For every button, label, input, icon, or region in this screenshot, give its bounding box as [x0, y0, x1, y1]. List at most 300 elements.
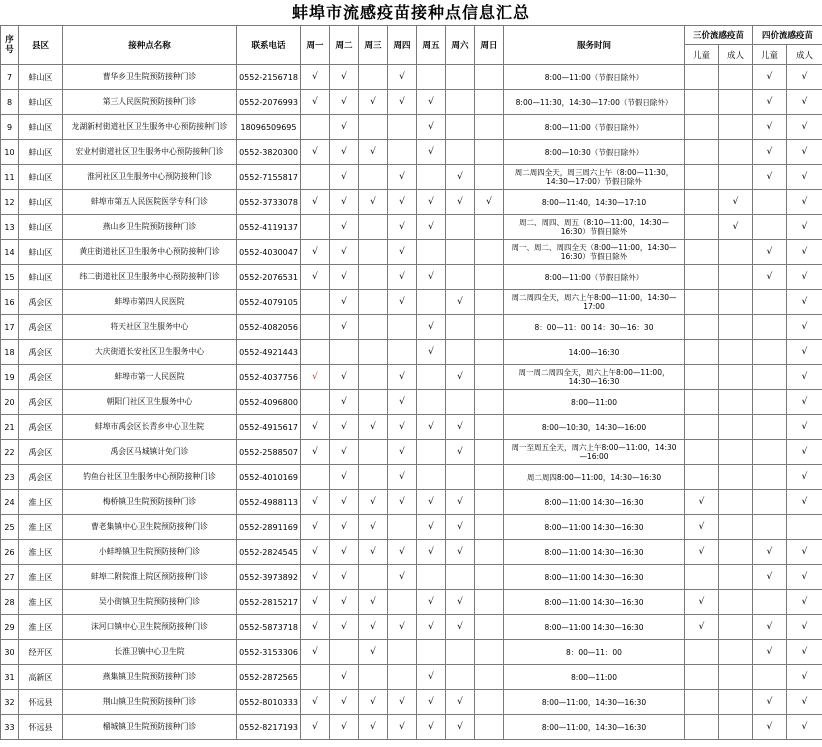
cell-sat [446, 390, 475, 415]
table-row [1, 540, 822, 565]
cell-tri-adult [719, 340, 753, 365]
cell-tri-adult [719, 565, 753, 590]
cell-county: 禹会区 [19, 465, 63, 490]
cell-site: 钓鱼台社区卫生服务中心预防接种门诊 [63, 465, 237, 490]
cell-phone: 0552-2815217 [237, 590, 301, 615]
check-mark-mon: √ [301, 140, 330, 165]
cell-hours: 周二、周四、周五（8:10—11:00，14:30—16:30）节假日除外 [504, 215, 685, 240]
table-row [1, 365, 822, 390]
cell-mon [301, 115, 330, 140]
check-mark-tue: √ [330, 490, 359, 515]
cell-county: 禹会区 [19, 415, 63, 440]
check-mark-tue: √ [330, 390, 359, 415]
table-row [1, 190, 822, 215]
header-tue: 周二 [330, 26, 359, 65]
header-wed: 周三 [359, 26, 388, 65]
check-mark-fri: √ [417, 140, 446, 165]
cell-seq: 33 [1, 715, 19, 740]
check-mark-tri-child: √ [685, 615, 719, 640]
cell-county: 禹会区 [19, 365, 63, 390]
page-title: 蚌埠市流感疫苗接种点信息汇总 [291, 3, 530, 22]
cell-tri-adult [719, 390, 753, 415]
cell-wed [359, 115, 388, 140]
check-mark-tri-child: √ [685, 515, 719, 540]
cell-sun [475, 265, 504, 290]
cell-fri [417, 465, 446, 490]
check-mark-tue: √ [330, 440, 359, 465]
cell-seq: 10 [1, 140, 19, 165]
cell-tri-adult [719, 715, 753, 740]
cell-hours: 8:00—11:00 14:30—16:30 [504, 590, 685, 615]
check-mark-quad-adult: √ [787, 115, 822, 140]
cell-sun [475, 340, 504, 365]
cell-fri [417, 390, 446, 415]
cell-phone: 18096509695 [237, 115, 301, 140]
cell-mon [301, 215, 330, 240]
cell-tri-child [685, 690, 719, 715]
cell-county: 蚌山区 [19, 165, 63, 190]
cell-phone: 0552-2588507 [237, 440, 301, 465]
check-mark-quad-adult: √ [787, 490, 822, 515]
cell-site: 龙湖新村街道社区卫生服务中心预防接种门诊 [63, 115, 237, 140]
cell-fri [417, 290, 446, 315]
cell-seq: 23 [1, 465, 19, 490]
cell-county: 禹会区 [19, 290, 63, 315]
header-sat: 周六 [446, 26, 475, 65]
cell-sun [475, 140, 504, 165]
cell-site: 榴城镇卫生院预防接种门诊 [63, 715, 237, 740]
cell-phone: 0552-4037756 [237, 365, 301, 390]
cell-tri-adult [719, 440, 753, 465]
check-mark-quad-adult: √ [787, 315, 822, 340]
check-mark-thu: √ [388, 440, 417, 465]
cell-sun [475, 490, 504, 515]
check-mark-quad-child: √ [753, 115, 787, 140]
check-mark-tue: √ [330, 115, 359, 140]
cell-sat [446, 665, 475, 690]
header-tri-adult: 成人 [719, 45, 753, 65]
cell-tri-child [685, 390, 719, 415]
cell-tri-adult [719, 365, 753, 390]
check-mark-mon: √ [301, 240, 330, 265]
cell-phone: 0552-4010169 [237, 465, 301, 490]
cell-hours: 8:00—11:00 14:30—16:30 [504, 490, 685, 515]
cell-seq: 18 [1, 340, 19, 365]
cell-phone: 0552-2824545 [237, 540, 301, 565]
cell-site: 蚌埠市禹会区长青乡中心卫生院 [63, 415, 237, 440]
cell-county: 蚌山区 [19, 190, 63, 215]
cell-tri-child [685, 415, 719, 440]
cell-site: 吴小街镇卫生院预防接种门诊 [63, 590, 237, 615]
check-mark-sat: √ [446, 615, 475, 640]
check-mark-quad-child: √ [753, 65, 787, 90]
check-mark-quad-child: √ [753, 565, 787, 590]
header-quadrivalent: 四价流感疫苗 [753, 26, 822, 45]
check-mark-mon: √ [301, 565, 330, 590]
table-row [1, 565, 822, 590]
table-row [1, 390, 822, 415]
vaccine-sites-table [0, 25, 822, 740]
check-mark-thu: √ [388, 265, 417, 290]
cell-tri-child [685, 65, 719, 90]
cell-seq: 13 [1, 215, 19, 240]
cell-phone: 0552-4096800 [237, 390, 301, 415]
cell-hours: 8:00—11:00（节假日除外） [504, 115, 685, 140]
header-site: 接种点名称 [63, 26, 237, 65]
check-mark-quad-adult: √ [787, 440, 822, 465]
cell-hours: 8:00—11:00，14:30—16:30 [504, 715, 685, 740]
table-row [1, 515, 822, 540]
table-row [1, 65, 822, 90]
cell-quad-child [753, 290, 787, 315]
cell-quad-child [753, 490, 787, 515]
cell-hours: 8:00—11:40，14:30—17:10 [504, 190, 685, 215]
check-mark-tue: √ [330, 215, 359, 240]
cell-hours: 周一周二周四全天，周六上午8:00—11:00，14:30—16:30 [504, 365, 685, 390]
check-mark-thu: √ [388, 715, 417, 740]
check-mark-thu: √ [388, 490, 417, 515]
check-mark-wed: √ [359, 140, 388, 165]
check-mark-mon: √ [301, 490, 330, 515]
cell-county: 高新区 [19, 665, 63, 690]
cell-county: 禹会区 [19, 340, 63, 365]
cell-tri-child [685, 315, 719, 340]
cell-mon [301, 340, 330, 365]
table-row [1, 240, 822, 265]
check-mark-tue: √ [330, 190, 359, 215]
check-mark-thu: √ [388, 565, 417, 590]
table-row [1, 90, 822, 115]
cell-site: 蚌埠市第一人民医院 [63, 365, 237, 390]
cell-sun [475, 90, 504, 115]
cell-thu [388, 665, 417, 690]
check-mark-mon: √ [301, 90, 330, 115]
cell-site: 燕集镇卫生院预防接种门诊 [63, 665, 237, 690]
cell-sat [446, 65, 475, 90]
cell-phone: 0552-4082056 [237, 315, 301, 340]
cell-wed [359, 165, 388, 190]
check-mark-fri: √ [417, 490, 446, 515]
check-mark-wed: √ [359, 490, 388, 515]
cell-site: 蚌埠市第五人民医院医学专科门诊 [63, 190, 237, 215]
check-mark-quad-adult: √ [787, 640, 822, 665]
table-row [1, 415, 822, 440]
check-mark-quad-adult: √ [787, 240, 822, 265]
cell-quad-child [753, 465, 787, 490]
check-mark-fri: √ [417, 115, 446, 140]
cell-tri-adult [719, 65, 753, 90]
check-mark-sun: √ [475, 190, 504, 215]
check-mark-thu: √ [388, 90, 417, 115]
check-mark-tue: √ [330, 515, 359, 540]
table-row [1, 440, 822, 465]
check-mark-wed: √ [359, 90, 388, 115]
cell-phone: 0552-4915617 [237, 415, 301, 440]
cell-site: 长淮卫镇中心卫生院 [63, 640, 237, 665]
check-mark-sat: √ [446, 540, 475, 565]
cell-phone: 0552-4030047 [237, 240, 301, 265]
cell-tri-adult [719, 140, 753, 165]
check-mark-tue: √ [330, 315, 359, 340]
check-mark-wed: √ [359, 540, 388, 565]
cell-sun [475, 690, 504, 715]
cell-tri-adult [719, 515, 753, 540]
check-mark-tri-adult: √ [719, 190, 753, 215]
cell-sun [475, 440, 504, 465]
cell-county: 怀远县 [19, 715, 63, 740]
cell-seq: 29 [1, 615, 19, 640]
check-mark-thu: √ [388, 290, 417, 315]
cell-hours: 8:00—11:00，14:30—16:30 [504, 690, 685, 715]
cell-phone: 0552-3973892 [237, 565, 301, 590]
cell-fri [417, 65, 446, 90]
check-mark-quad-child: √ [753, 715, 787, 740]
check-mark-tue: √ [330, 165, 359, 190]
cell-sun [475, 390, 504, 415]
cell-tri-adult [719, 665, 753, 690]
check-mark-wed: √ [359, 640, 388, 665]
cell-hours: 8:00—10:30，14:30—16:00 [504, 415, 685, 440]
table-row [1, 665, 822, 690]
cell-seq: 15 [1, 265, 19, 290]
table-body [1, 65, 822, 740]
cell-phone: 0552-4119137 [237, 215, 301, 240]
cell-hours: 8:00—11:00（节假日除外） [504, 265, 685, 290]
check-mark-quad-adult: √ [787, 265, 822, 290]
check-mark-tue: √ [330, 415, 359, 440]
cell-wed [359, 365, 388, 390]
cell-sun [475, 240, 504, 265]
cell-quad-child [753, 190, 787, 215]
cell-phone: 0552-4921443 [237, 340, 301, 365]
check-mark-mon: √ [301, 415, 330, 440]
cell-phone: 0552-2156718 [237, 65, 301, 90]
cell-seq: 27 [1, 565, 19, 590]
cell-county: 禹会区 [19, 390, 63, 415]
cell-quad-child [753, 440, 787, 465]
table-row [1, 165, 822, 190]
cell-fri [417, 165, 446, 190]
cell-county: 蚌山区 [19, 140, 63, 165]
cell-sat [446, 565, 475, 590]
check-mark-quad-adult: √ [787, 390, 822, 415]
cell-mon [301, 465, 330, 490]
check-mark-thu: √ [388, 165, 417, 190]
check-mark-quad-adult: √ [787, 465, 822, 490]
check-mark-tue: √ [330, 590, 359, 615]
cell-sun [475, 215, 504, 240]
header-quad-adult: 成人 [787, 45, 822, 65]
check-mark-wed: √ [359, 190, 388, 215]
check-mark-quad-adult: √ [787, 190, 822, 215]
table-row [1, 265, 822, 290]
table-row [1, 115, 822, 140]
table-row [1, 315, 822, 340]
check-mark-mon: √ [301, 640, 330, 665]
cell-hours: 周二周四全天，周六上午8:00—11:00，14:30—17:00 [504, 290, 685, 315]
check-mark-sat: √ [446, 190, 475, 215]
cell-tri-adult [719, 490, 753, 515]
check-mark-quad-adult: √ [787, 365, 822, 390]
cell-tri-child [685, 465, 719, 490]
check-mark-fri: √ [417, 340, 446, 365]
cell-wed [359, 465, 388, 490]
check-mark-wed: √ [359, 690, 388, 715]
cell-tri-child [685, 215, 719, 240]
cell-tri-adult [719, 290, 753, 315]
cell-mon [301, 290, 330, 315]
cell-tri-adult [719, 165, 753, 190]
cell-seq: 14 [1, 240, 19, 265]
cell-county: 禹会区 [19, 315, 63, 340]
cell-mon [301, 315, 330, 340]
cell-fri [417, 640, 446, 665]
check-mark-sat: √ [446, 490, 475, 515]
cell-county: 蚌山区 [19, 90, 63, 115]
cell-seq: 7 [1, 65, 19, 90]
cell-seq: 22 [1, 440, 19, 465]
check-mark-tue: √ [330, 240, 359, 265]
cell-sun [475, 715, 504, 740]
cell-hours: 8：00—11：00 14：30—16：30 [504, 315, 685, 340]
cell-thu [388, 140, 417, 165]
cell-tri-adult [719, 265, 753, 290]
check-mark-mon: √ [301, 265, 330, 290]
cell-tri-adult [719, 540, 753, 565]
cell-wed [359, 240, 388, 265]
cell-quad-child [753, 415, 787, 440]
check-mark-tue: √ [330, 690, 359, 715]
check-mark-sat: √ [446, 590, 475, 615]
check-mark-quad-adult: √ [787, 715, 822, 740]
cell-wed [359, 215, 388, 240]
cell-phone: 0552-7155817 [237, 165, 301, 190]
check-mark-quad-child: √ [753, 90, 787, 115]
cell-phone: 0552-2076993 [237, 90, 301, 115]
table-row [1, 290, 822, 315]
cell-seq: 28 [1, 590, 19, 615]
check-mark-quad-adult: √ [787, 65, 822, 90]
cell-seq: 24 [1, 490, 19, 515]
cell-sat [446, 640, 475, 665]
cell-county: 淮上区 [19, 490, 63, 515]
cell-seq: 32 [1, 690, 19, 715]
cell-sun [475, 115, 504, 140]
cell-thu [388, 340, 417, 365]
header-county: 县区 [19, 26, 63, 65]
cell-quad-child [753, 365, 787, 390]
check-mark-wed: √ [359, 515, 388, 540]
cell-hours: 周二周四全天，周三周六上午（8:00—11:30，14:30—17:00）节假日除外 [504, 165, 685, 190]
cell-site: 曹华乡卫生院预防接种门诊 [63, 65, 237, 90]
check-mark-quad-adult: √ [787, 665, 822, 690]
cell-seq: 9 [1, 115, 19, 140]
header-seq: 序号 [1, 26, 19, 65]
cell-tri-child [685, 290, 719, 315]
check-mark-tue: √ [330, 90, 359, 115]
check-mark-sat: √ [446, 165, 475, 190]
check-mark-fri: √ [417, 265, 446, 290]
cell-county: 淮上区 [19, 540, 63, 565]
cell-tri-adult [719, 315, 753, 340]
cell-mon [301, 165, 330, 190]
cell-phone: 0552-8010333 [237, 690, 301, 715]
check-mark-quad-adult: √ [787, 615, 822, 640]
cell-wed [359, 390, 388, 415]
cell-sun [475, 540, 504, 565]
cell-thu [388, 315, 417, 340]
check-mark-fri: √ [417, 540, 446, 565]
check-mark-quad-adult: √ [787, 565, 822, 590]
check-mark-fri: √ [417, 90, 446, 115]
cell-hours: 8:00—11:00 14:30—16:30 [504, 565, 685, 590]
check-mark-mon: √ [301, 190, 330, 215]
header-thu: 周四 [388, 26, 417, 65]
check-mark-quad-adult: √ [787, 340, 822, 365]
table-row [1, 465, 822, 490]
cell-seq: 17 [1, 315, 19, 340]
cell-tri-child [685, 565, 719, 590]
check-mark-tue: √ [330, 265, 359, 290]
check-mark-mon: √ [301, 365, 330, 390]
cell-county: 禹会区 [19, 440, 63, 465]
cell-quad-child [753, 390, 787, 415]
cell-tri-adult [719, 640, 753, 665]
check-mark-thu: √ [388, 415, 417, 440]
cell-hours: 8:00—11:00 [504, 665, 685, 690]
check-mark-tri-child: √ [685, 590, 719, 615]
cell-hours: 8：00—11：00 [504, 640, 685, 665]
cell-site: 小蚌埠镇卫生院预防接种门诊 [63, 540, 237, 565]
cell-sat [446, 140, 475, 165]
cell-sun [475, 365, 504, 390]
cell-phone: 0552-3820300 [237, 140, 301, 165]
cell-tri-adult [719, 615, 753, 640]
table-row [1, 615, 822, 640]
check-mark-quad-adult: √ [787, 90, 822, 115]
check-mark-quad-adult: √ [787, 690, 822, 715]
cell-thu [388, 515, 417, 540]
cell-sun [475, 65, 504, 90]
cell-quad-adult [787, 515, 822, 540]
cell-wed [359, 315, 388, 340]
check-mark-thu: √ [388, 615, 417, 640]
cell-hours: 周一至周五全天，周六上午8:00—11:00，14:30—16:00 [504, 440, 685, 465]
cell-site: 纬二街道社区卫生服务中心预防接种门诊 [63, 265, 237, 290]
check-mark-tue: √ [330, 290, 359, 315]
cell-tri-child [685, 340, 719, 365]
cell-hours: 8:00—11:00 14:30—16:30 [504, 615, 685, 640]
check-mark-thu: √ [388, 465, 417, 490]
check-mark-quad-adult: √ [787, 290, 822, 315]
cell-site: 朝阳门社区卫生服务中心 [63, 390, 237, 415]
cell-hours: 周一、周二、周四全天（8:00—11:00，14:30—16:30）节假日除外 [504, 240, 685, 265]
cell-phone: 0552-2872565 [237, 665, 301, 690]
cell-tri-child [685, 115, 719, 140]
cell-tri-child [685, 190, 719, 215]
cell-tri-child [685, 265, 719, 290]
cell-site: 燕山乡卫生院预防接种门诊 [63, 215, 237, 240]
cell-seq: 19 [1, 365, 19, 390]
check-mark-wed: √ [359, 415, 388, 440]
cell-site: 荆山镇卫生院预防接种门诊 [63, 690, 237, 715]
check-mark-tri-child: √ [685, 490, 719, 515]
check-mark-wed: √ [359, 715, 388, 740]
check-mark-sat: √ [446, 415, 475, 440]
table-row [1, 590, 822, 615]
cell-sun [475, 640, 504, 665]
cell-county: 蚌山区 [19, 265, 63, 290]
